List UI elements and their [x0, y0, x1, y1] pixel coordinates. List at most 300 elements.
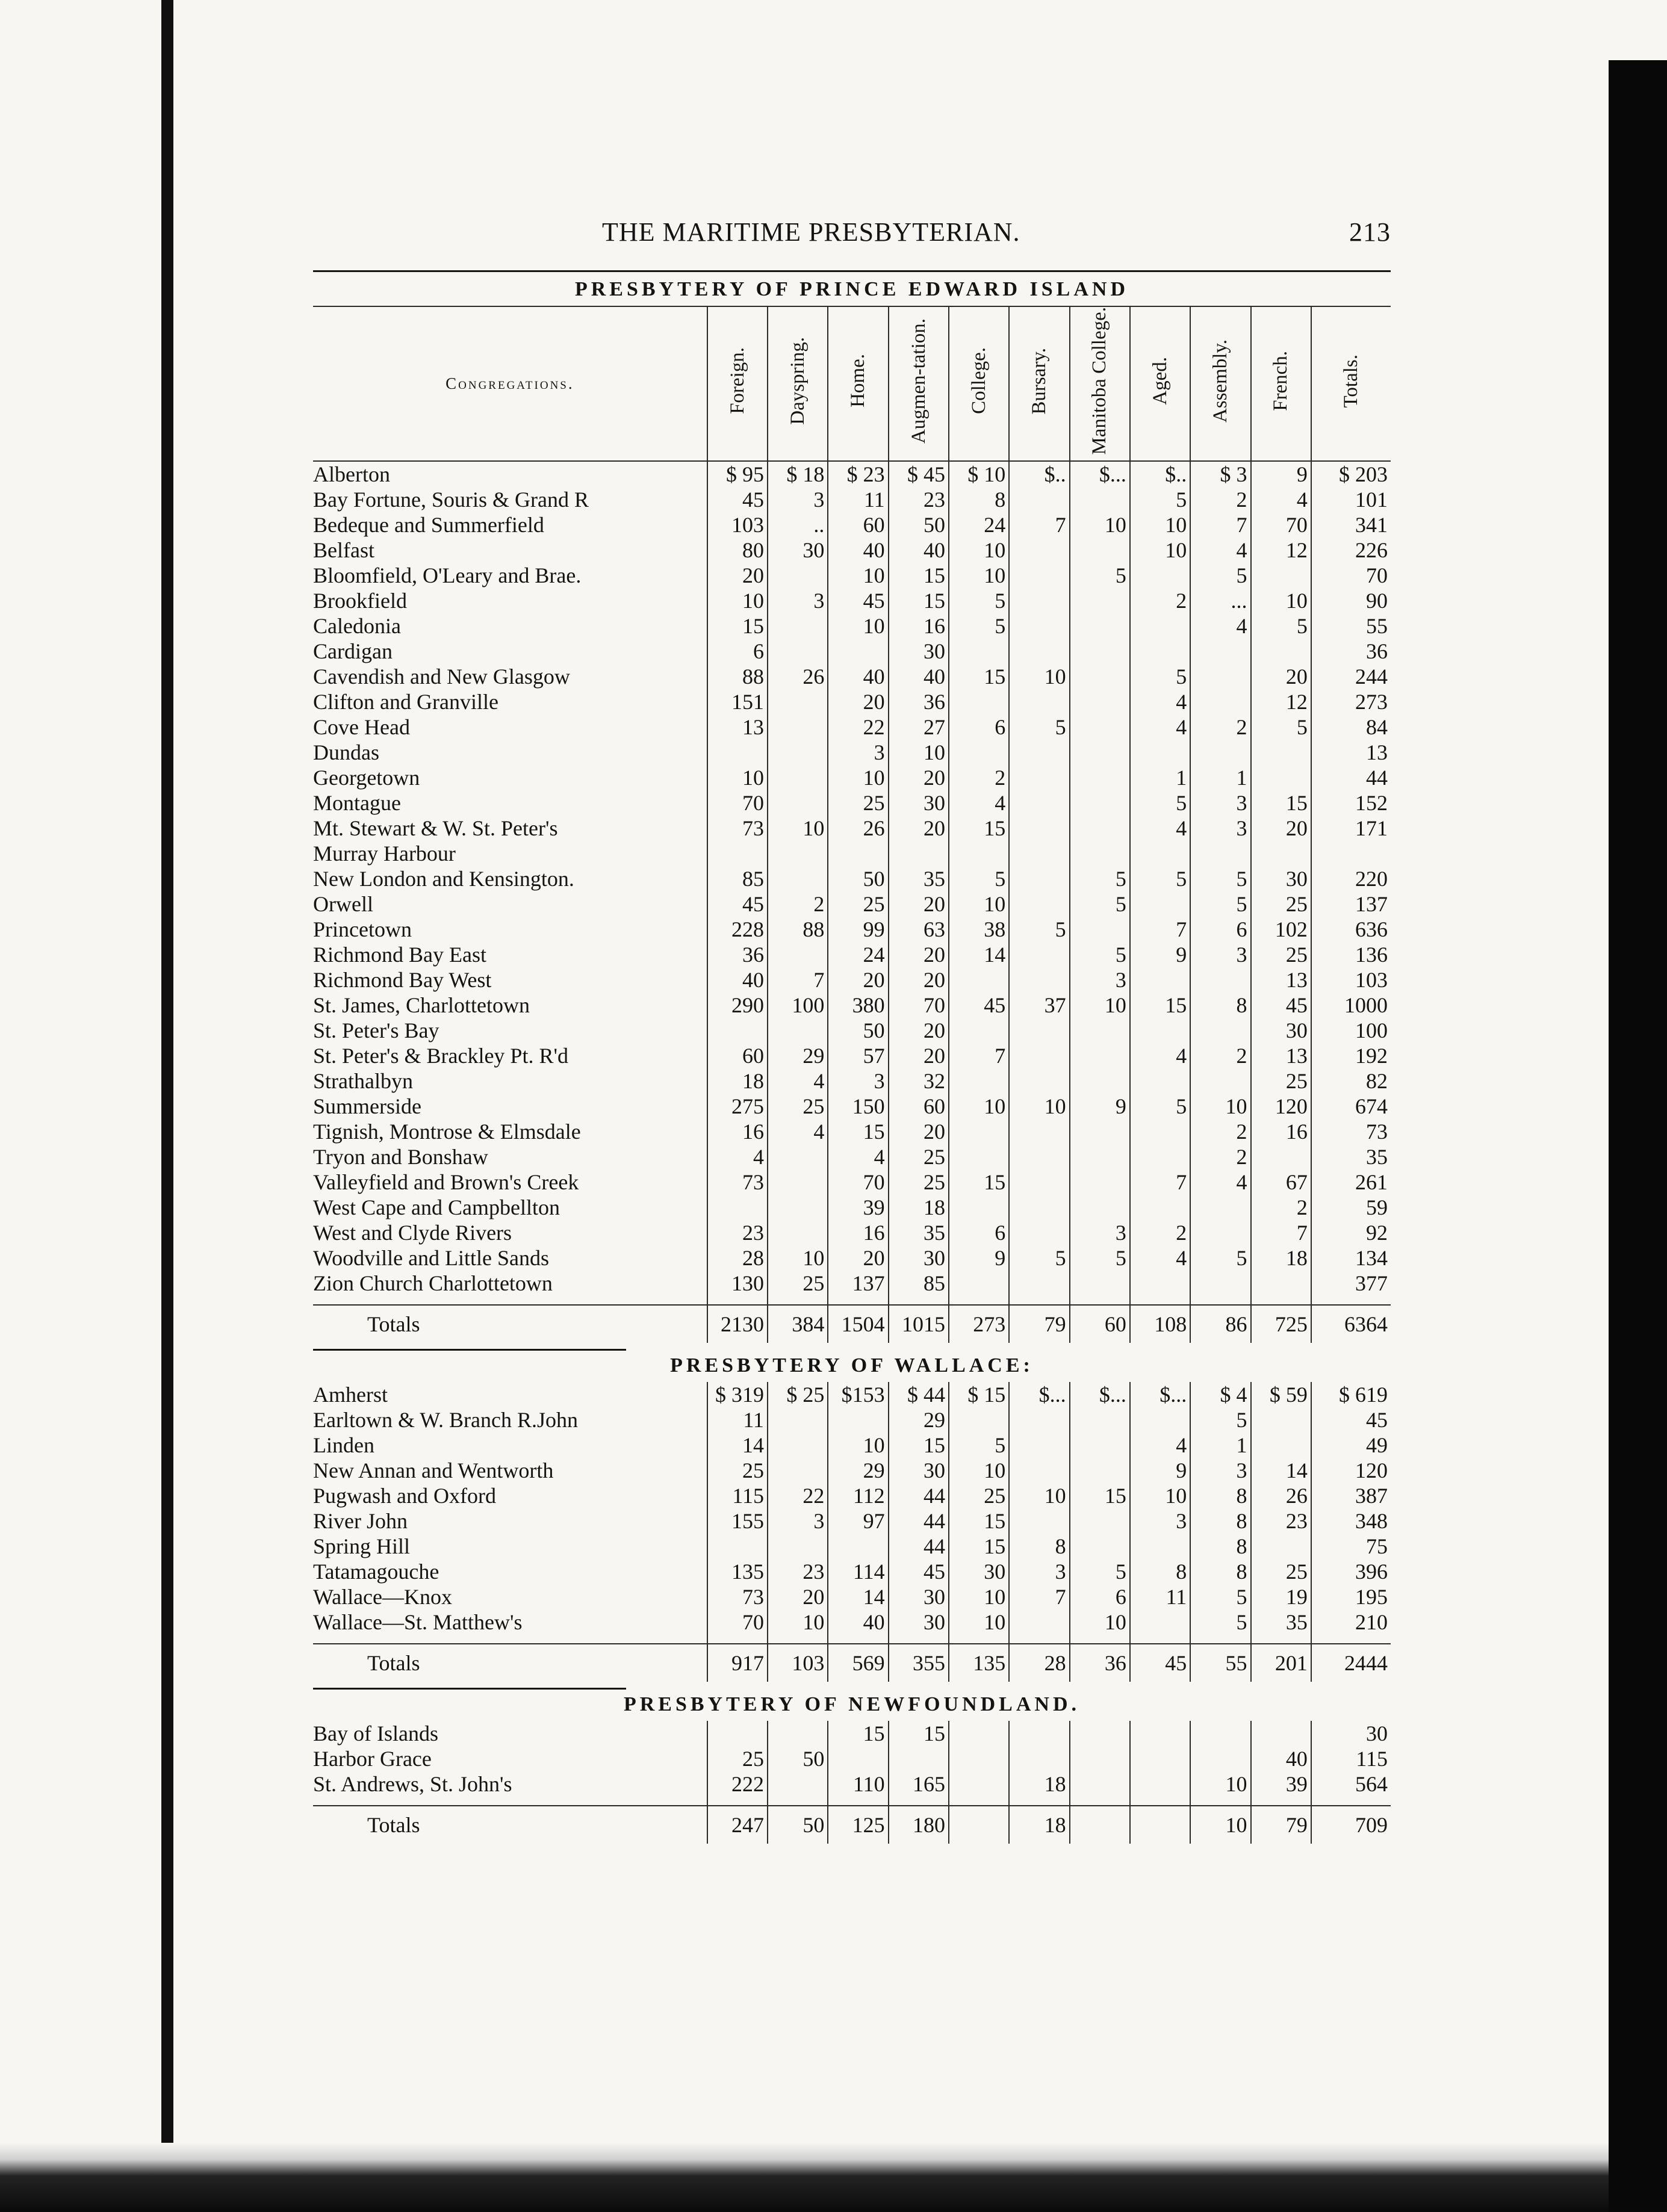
cell-value: 10: [1251, 588, 1311, 613]
spacer-cell: [1009, 1635, 1069, 1644]
cell-value: $ 4: [1190, 1382, 1250, 1407]
spacer-cell: [707, 1797, 768, 1806]
cell-value: 24: [949, 512, 1009, 538]
totals-value: 6364: [1311, 1305, 1391, 1343]
cell-value: 20: [768, 1584, 828, 1609]
column-header-label: Home.: [847, 354, 869, 408]
cell-value: 1: [1130, 765, 1190, 790]
cell-value: 1: [1190, 1433, 1250, 1458]
table-row: [313, 1043, 1391, 1068]
cell-value: [1070, 1195, 1130, 1220]
cell-value: 20: [1251, 664, 1311, 689]
cell-value: 5: [1009, 917, 1069, 942]
document-page: [313, 217, 1391, 1844]
cell-value: 6: [707, 639, 768, 664]
cell-value: [1190, 1220, 1250, 1245]
cell-value: 40: [889, 664, 949, 689]
table-row: [313, 1170, 1391, 1195]
cell-value: [949, 1195, 1009, 1220]
totals-value: 79: [1009, 1305, 1069, 1343]
spacer-row: [313, 1296, 1391, 1305]
cell-value: [1130, 1068, 1190, 1094]
cell-value: [768, 740, 828, 765]
column-header-label: Dayspring.: [786, 336, 809, 425]
congregation-name: Pugwash and Oxford: [313, 1483, 496, 1508]
congregation-name: Dundas: [313, 740, 379, 764]
cell-value: 26: [828, 816, 888, 841]
spacer-cell: [768, 1296, 828, 1305]
cell-value: 15: [1130, 993, 1190, 1018]
cell-value: 50: [828, 866, 888, 891]
cell-value: 22: [828, 714, 888, 740]
column-header-label: Totals.: [1340, 354, 1362, 408]
cell-value: 20: [828, 1245, 888, 1271]
totals-value: 135: [949, 1644, 1009, 1682]
cell-value: 92: [1311, 1220, 1391, 1245]
cell-value: [828, 1746, 888, 1771]
cell-value: 5: [1190, 891, 1250, 917]
cell-value: 16: [1251, 1119, 1311, 1144]
cell-value: 20: [889, 891, 949, 917]
cell-value: 40: [707, 967, 768, 993]
cell-value: 6: [1190, 917, 1250, 942]
cell-value: 30: [889, 1584, 949, 1609]
cell-value: 112: [828, 1483, 888, 1508]
cell-value: 28: [707, 1245, 768, 1271]
cell-value: 50: [828, 1018, 888, 1043]
cell-value: 10: [1009, 1094, 1069, 1119]
cell-value: 4: [768, 1068, 828, 1094]
congregation-name: Woodville and Little Sands: [313, 1245, 550, 1270]
table-row: [313, 967, 1391, 993]
cell-value: 5: [1130, 790, 1190, 816]
table-row: [313, 613, 1391, 639]
cell-value: [949, 689, 1009, 714]
cell-value: 135: [707, 1559, 768, 1584]
cell-value: [1130, 563, 1190, 588]
cell-value: [1130, 1534, 1190, 1559]
cell-value: 10: [949, 538, 1009, 563]
congregation-name: Valleyfield and Brown's Creek: [313, 1170, 579, 1194]
cell-value: $153: [828, 1382, 888, 1407]
table-row: [313, 563, 1391, 588]
cell-value: $ 23: [828, 461, 888, 487]
table-row: [313, 512, 1391, 538]
cell-value: 16: [828, 1220, 888, 1245]
cell-value: [1251, 1534, 1311, 1559]
cell-value: [1070, 765, 1130, 790]
cell-value: 100: [768, 993, 828, 1018]
cell-value: 4: [949, 790, 1009, 816]
cell-value: [1130, 740, 1190, 765]
cell-value: [1190, 740, 1250, 765]
totals-value: 2444: [1311, 1644, 1391, 1682]
cell-value: 1000: [1311, 993, 1391, 1018]
cell-value: 20: [889, 942, 949, 967]
cell-value: [1070, 1771, 1130, 1797]
column-header-label: Bursary.: [1028, 347, 1051, 415]
cell-value: [1070, 689, 1130, 714]
congregation-name: Amherst: [313, 1382, 388, 1407]
cell-value: 10: [768, 1245, 828, 1271]
column-header: [1190, 306, 1250, 461]
cell-value: 134: [1311, 1245, 1391, 1271]
cell-value: 39: [1251, 1771, 1311, 1797]
cell-value: 84: [1311, 714, 1391, 740]
cell-value: 30: [889, 790, 949, 816]
cell-value: [1251, 639, 1311, 664]
table-row: [313, 538, 1391, 563]
cell-value: [1070, 538, 1130, 563]
cell-value: [949, 1746, 1009, 1771]
cell-value: [768, 689, 828, 714]
congregation-name: St. Peter's & Brackley Pt. R'd: [313, 1043, 568, 1068]
cell-value: 15: [707, 613, 768, 639]
congregation-name: Bay of Islands: [313, 1721, 438, 1746]
cell-value: [1190, 841, 1250, 866]
cell-value: 2: [1190, 1144, 1250, 1170]
totals-value: 917: [707, 1644, 768, 1682]
congregation-name: Linden: [313, 1433, 374, 1457]
congregation-name: Earltown & W. Branch R.John: [313, 1407, 578, 1432]
totals-value: 36: [1070, 1644, 1130, 1682]
cell-value: [1070, 1407, 1130, 1433]
cell-value: [1251, 740, 1311, 765]
cell-value: 4: [1130, 1043, 1190, 1068]
spacer-cell: [889, 1296, 949, 1305]
cell-value: [1190, 967, 1250, 993]
cell-value: [1070, 487, 1130, 512]
cell-value: [768, 613, 828, 639]
congregation-name: Wallace—Knox: [313, 1584, 453, 1609]
cell-value: 13: [1251, 967, 1311, 993]
spacer-cell: [1009, 1797, 1069, 1806]
cell-value: 3: [828, 1068, 888, 1094]
cell-value: 4: [1190, 1170, 1250, 1195]
congregation-name: Clifton and Granville: [313, 689, 498, 714]
cell-value: 14: [949, 942, 1009, 967]
cell-value: 3: [768, 487, 828, 512]
table-header: [313, 306, 1391, 461]
table-row: [313, 1382, 1391, 1407]
cell-value: 20: [889, 1119, 949, 1144]
cell-value: 10: [949, 1458, 1009, 1483]
cell-value: 192: [1311, 1043, 1391, 1068]
totals-value: 50: [768, 1806, 828, 1844]
cell-value: [768, 1433, 828, 1458]
cell-value: [1190, 1195, 1250, 1220]
cell-value: 5: [1190, 866, 1250, 891]
cell-value: 7: [1130, 917, 1190, 942]
cell-value: 67: [1251, 1170, 1311, 1195]
cell-value: 60: [889, 1094, 949, 1119]
cell-value: 70: [828, 1170, 888, 1195]
cell-value: 9: [1130, 1458, 1190, 1483]
spacer-cell: [1130, 1635, 1190, 1644]
cell-value: 70: [707, 790, 768, 816]
cell-value: [1009, 740, 1069, 765]
cell-value: [1251, 563, 1311, 588]
congregation-name: Harbor Grace: [313, 1746, 432, 1771]
cell-value: 23: [889, 487, 949, 512]
cell-value: [1130, 891, 1190, 917]
cell-value: 4: [1130, 714, 1190, 740]
cell-value: 290: [707, 993, 768, 1018]
cell-value: [1070, 1534, 1130, 1559]
congregation-name: Wallace—St. Matthew's: [313, 1609, 523, 1634]
congregation-name: Caledonia: [313, 613, 401, 638]
cell-value: 3: [1009, 1559, 1069, 1584]
cell-value: 115: [1311, 1746, 1391, 1771]
cell-value: 20: [889, 1018, 949, 1043]
cell-value: [1070, 639, 1130, 664]
cell-value: [1009, 1119, 1069, 1144]
spacer-cell: [313, 1296, 707, 1305]
congregation-name: New Annan and Wentworth: [313, 1458, 554, 1482]
cell-value: 73: [707, 1170, 768, 1195]
cell-value: $ 45: [889, 461, 949, 487]
table-row: [313, 1746, 1391, 1771]
cell-value: [1009, 790, 1069, 816]
column-header: [1070, 306, 1130, 461]
column-header-label: Assembly.: [1209, 339, 1232, 423]
cell-value: 100: [1311, 1018, 1391, 1043]
cell-value: 20: [889, 765, 949, 790]
cell-value: [889, 841, 949, 866]
cell-value: 25: [707, 1458, 768, 1483]
cell-value: [1070, 1458, 1130, 1483]
column-header-label: Aged.: [1149, 356, 1171, 405]
cell-value: [1251, 841, 1311, 866]
table-row: [313, 1721, 1391, 1746]
section-heading: PRESBYTERY OF NEWFOUNDLAND.: [623, 1693, 1081, 1715]
spacer-cell: [1070, 1797, 1130, 1806]
table-body: [313, 1382, 1391, 1682]
cell-value: 27: [889, 714, 949, 740]
cell-value: 20: [889, 1043, 949, 1068]
cell-value: [1009, 1508, 1069, 1534]
cell-value: 38: [949, 917, 1009, 942]
cell-value: 10: [1130, 512, 1190, 538]
cell-value: 25: [889, 1144, 949, 1170]
totals-value: 125: [828, 1806, 888, 1844]
cell-value: [1009, 1018, 1069, 1043]
table-row: [313, 993, 1391, 1018]
congregation-name: Richmond Bay West: [313, 967, 492, 992]
cell-value: [1009, 1721, 1069, 1746]
cell-value: 20: [707, 563, 768, 588]
table-row: [313, 714, 1391, 740]
column-header: [1130, 306, 1190, 461]
cell-value: 6: [1070, 1584, 1130, 1609]
cell-value: 37: [1009, 993, 1069, 1018]
cell-value: 40: [828, 538, 888, 563]
cell-value: 9: [1130, 942, 1190, 967]
totals-label: Totals: [313, 1644, 707, 1682]
congregation-name: St. Peter's Bay: [313, 1018, 439, 1042]
cell-value: [1070, 1018, 1130, 1043]
table-row: [313, 1068, 1391, 1094]
table-row: [313, 1119, 1391, 1144]
cell-value: [949, 1721, 1009, 1746]
cell-value: 10: [1130, 1483, 1190, 1508]
totals-value: 201: [1251, 1644, 1311, 1682]
cell-value: [1009, 1407, 1069, 1433]
cell-value: 63: [889, 917, 949, 942]
cell-value: 3: [1190, 816, 1250, 841]
cell-value: 8: [1190, 1559, 1250, 1584]
congregation-name: New London and Kensington.: [313, 866, 574, 891]
cell-value: 7: [949, 1043, 1009, 1068]
cell-value: 5: [1070, 1245, 1130, 1271]
cell-value: [1070, 1119, 1130, 1144]
cell-value: 3: [1070, 967, 1130, 993]
cell-value: 14: [828, 1584, 888, 1609]
cell-value: 5: [1070, 942, 1130, 967]
cell-value: 36: [1311, 639, 1391, 664]
cell-value: [1070, 664, 1130, 689]
cell-value: 5: [1070, 891, 1130, 917]
table-row: [313, 1584, 1391, 1609]
cell-value: 8: [949, 487, 1009, 512]
cell-value: 5: [1251, 714, 1311, 740]
cell-value: [1130, 841, 1190, 866]
cell-value: [768, 1220, 828, 1245]
spacer-cell: [768, 1635, 828, 1644]
cell-value: 5: [1251, 613, 1311, 639]
cell-value: 275: [707, 1094, 768, 1119]
cell-value: $ 18: [768, 461, 828, 487]
cell-value: [1311, 841, 1391, 866]
cell-value: [1251, 1407, 1311, 1433]
cell-value: 5: [949, 613, 1009, 639]
table-body: [313, 461, 1391, 1343]
cell-value: 16: [707, 1119, 768, 1144]
cell-value: 50: [768, 1746, 828, 1771]
cell-value: 136: [1311, 942, 1391, 967]
cell-value: 10: [949, 1094, 1009, 1119]
cell-value: [707, 1195, 768, 1220]
cell-value: [1009, 967, 1069, 993]
column-header: [889, 306, 949, 461]
cell-value: 32: [889, 1068, 949, 1094]
cell-value: 114: [828, 1559, 888, 1584]
cell-value: 4: [1130, 689, 1190, 714]
cell-value: 25: [889, 1170, 949, 1195]
cell-value: $ 203: [1311, 461, 1391, 487]
cell-value: 380: [828, 993, 888, 1018]
cell-value: 7: [1251, 1220, 1311, 1245]
cell-value: 44: [889, 1483, 949, 1508]
cell-value: [768, 639, 828, 664]
totals-value: 108: [1130, 1305, 1190, 1343]
cell-value: [1070, 1746, 1130, 1771]
table-row: [313, 1483, 1391, 1508]
cell-value: 25: [1251, 942, 1311, 967]
cell-value: 29: [889, 1407, 949, 1433]
table-row: [313, 1018, 1391, 1043]
cell-value: [768, 942, 828, 967]
spacer-cell: [949, 1296, 1009, 1305]
table-row: [313, 1771, 1391, 1797]
cell-value: 18: [1251, 1245, 1311, 1271]
cell-value: 8: [1190, 1483, 1250, 1508]
spacer-cell: [707, 1635, 768, 1644]
cell-value: [1070, 1043, 1130, 1068]
cell-value: 137: [828, 1271, 888, 1296]
cell-value: [768, 1195, 828, 1220]
totals-value: 180: [889, 1806, 949, 1844]
cell-value: 60: [828, 512, 888, 538]
cell-value: 5: [1190, 563, 1250, 588]
cell-value: 171: [1311, 816, 1391, 841]
cell-value: 26: [1251, 1483, 1311, 1508]
cell-value: 10: [828, 1433, 888, 1458]
cell-value: 20: [889, 967, 949, 993]
cell-value: [707, 740, 768, 765]
column-header: [949, 306, 1009, 461]
cell-value: 5: [1009, 714, 1069, 740]
cell-value: 387: [1311, 1483, 1391, 1508]
congregation-name: Richmond Bay East: [313, 942, 486, 967]
cell-value: [1130, 967, 1190, 993]
cell-value: 24: [828, 942, 888, 967]
cell-value: $..: [1130, 461, 1190, 487]
cell-value: 22: [768, 1483, 828, 1508]
cell-value: 55: [1311, 613, 1391, 639]
cell-value: 150: [828, 1094, 888, 1119]
cell-value: 15: [889, 563, 949, 588]
cell-value: [1251, 1721, 1311, 1746]
cell-value: [768, 1407, 828, 1433]
cell-value: 10: [828, 563, 888, 588]
cell-value: 674: [1311, 1094, 1391, 1119]
cell-value: $ 59: [1251, 1382, 1311, 1407]
cell-value: [768, 563, 828, 588]
column-header: [1009, 306, 1069, 461]
cell-value: 120: [1251, 1094, 1311, 1119]
cell-value: [1130, 1195, 1190, 1220]
cell-value: [828, 841, 888, 866]
cell-value: 228: [707, 917, 768, 942]
cell-value: 45: [889, 1559, 949, 1584]
totals-value: 79: [1251, 1806, 1311, 1844]
cell-value: [1009, 1746, 1069, 1771]
table-row: [313, 1220, 1391, 1245]
cell-value: $..: [1009, 461, 1069, 487]
cell-value: 70: [707, 1609, 768, 1635]
totals-value: 569: [828, 1644, 888, 1682]
cell-value: 85: [889, 1271, 949, 1296]
cell-value: 59: [1311, 1195, 1391, 1220]
cell-value: [1009, 689, 1069, 714]
cell-value: [768, 790, 828, 816]
cell-value: [1009, 1433, 1069, 1458]
cell-value: 137: [1311, 891, 1391, 917]
cell-value: [1009, 1144, 1069, 1170]
spacer-row: [313, 1797, 1391, 1806]
cell-value: 35: [1251, 1609, 1311, 1635]
table-row: [313, 1559, 1391, 1584]
cell-value: 30: [889, 1245, 949, 1271]
cell-value: [1009, 1609, 1069, 1635]
cell-value: [768, 866, 828, 891]
totals-value: [1070, 1806, 1130, 1844]
cell-value: 8: [1190, 1508, 1250, 1534]
cell-value: [1070, 1508, 1130, 1534]
cell-value: [1251, 1433, 1311, 1458]
cell-value: 155: [707, 1508, 768, 1534]
